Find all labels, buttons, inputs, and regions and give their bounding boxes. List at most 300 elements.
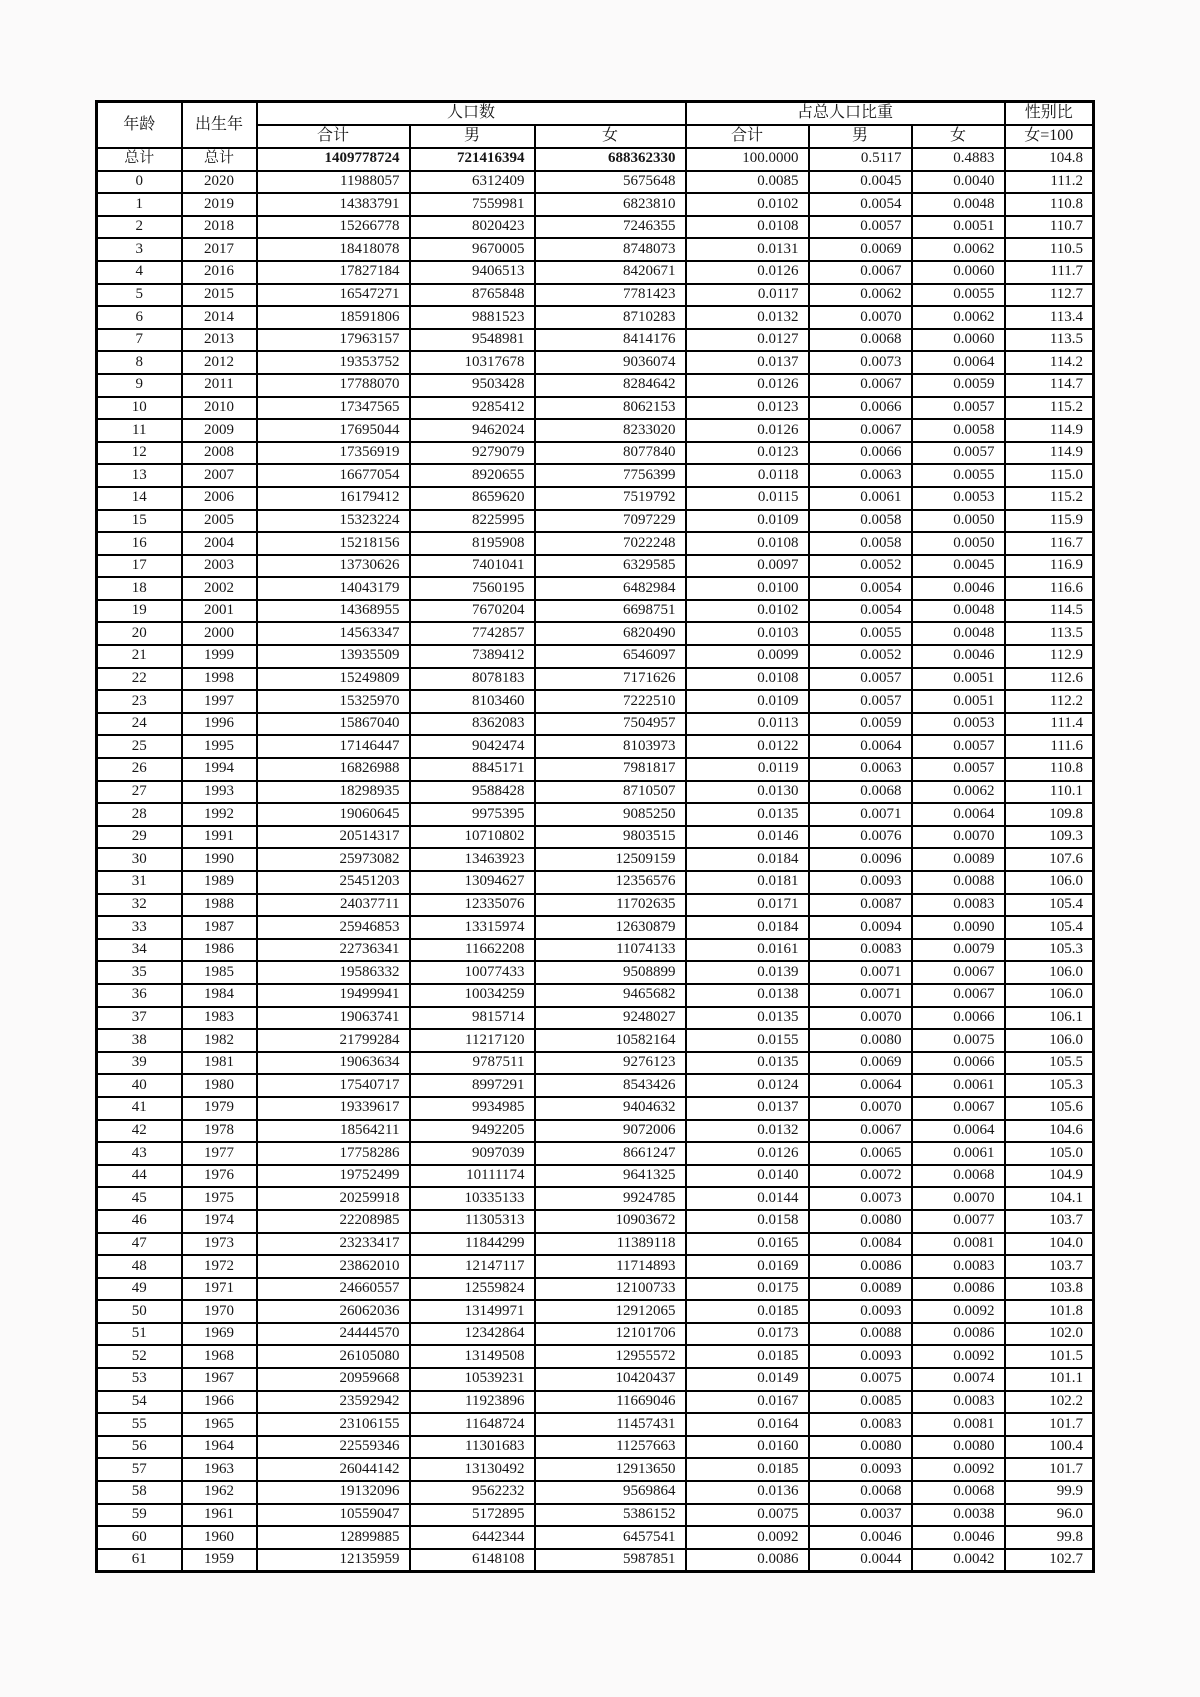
sex-ratio-cell: 111.4 xyxy=(1005,713,1094,736)
birth-year-cell: 1978 xyxy=(182,1120,257,1143)
share-female-cell: 0.0059 xyxy=(912,374,1005,397)
birth-year-cell: 2000 xyxy=(182,622,257,645)
share-male-cell: 0.0093 xyxy=(809,1458,912,1481)
birth-year-cell: 1998 xyxy=(182,668,257,691)
population-female-cell: 12356576 xyxy=(535,871,686,894)
table-row xyxy=(97,193,1094,216)
share-female-cell: 0.0060 xyxy=(912,329,1005,352)
sex-ratio-cell: 105.6 xyxy=(1005,1097,1094,1120)
population-female-cell: 8710507 xyxy=(535,781,686,804)
population-total-cell: 17827184 xyxy=(257,261,410,284)
birth-year-cell: 2007 xyxy=(182,464,257,487)
population-male-cell: 8920655 xyxy=(410,464,535,487)
table-row xyxy=(97,1481,1094,1504)
share-female-cell: 0.0055 xyxy=(912,284,1005,307)
sex-ratio-cell: 114.2 xyxy=(1005,351,1094,374)
share-total-cell: 0.0135 xyxy=(686,1007,809,1030)
population-total-cell: 25973082 xyxy=(257,848,410,871)
table-row xyxy=(97,261,1094,284)
share-male-cell: 0.0068 xyxy=(809,781,912,804)
birth-year-cell: 总计 xyxy=(182,148,257,171)
share-female-cell: 0.0053 xyxy=(912,487,1005,510)
population-total-cell: 19339617 xyxy=(257,1097,410,1120)
birth-year-cell: 1997 xyxy=(182,690,257,713)
sex-ratio-cell: 110.7 xyxy=(1005,216,1094,239)
share-total-cell: 0.0165 xyxy=(686,1233,809,1256)
age-cell: 22 xyxy=(97,668,182,691)
population-total-cell: 10559047 xyxy=(257,1504,410,1527)
population-female-cell: 8233020 xyxy=(535,419,686,442)
population-female-cell: 9508899 xyxy=(535,961,686,984)
share-male-cell: 0.0088 xyxy=(809,1323,912,1346)
population-total-cell: 16179412 xyxy=(257,487,410,510)
sex-ratio-cell: 114.9 xyxy=(1005,442,1094,465)
share-male-cell: 0.0093 xyxy=(809,871,912,894)
age-cell: 44 xyxy=(97,1165,182,1188)
birth-year-cell: 1986 xyxy=(182,939,257,962)
sex-ratio-cell: 105.3 xyxy=(1005,1074,1094,1097)
population-male-cell: 9562232 xyxy=(410,1481,535,1504)
table-row xyxy=(97,1187,1094,1210)
share-total-cell: 0.0126 xyxy=(686,419,809,442)
population-male-cell: 10317678 xyxy=(410,351,535,374)
share-total-cell: 0.0138 xyxy=(686,984,809,1007)
share-male-cell: 0.0089 xyxy=(809,1278,912,1301)
population-total-cell: 12899885 xyxy=(257,1526,410,1549)
population-female-cell: 11389118 xyxy=(535,1233,686,1256)
share-male-cell: 0.0093 xyxy=(809,1300,912,1323)
table-row xyxy=(97,848,1094,871)
sex-ratio-cell: 111.6 xyxy=(1005,735,1094,758)
age-cell: 11 xyxy=(97,419,182,442)
sex-ratio-cell: 102.2 xyxy=(1005,1391,1094,1414)
sex-ratio-cell: 115.9 xyxy=(1005,510,1094,533)
table-row xyxy=(97,1278,1094,1301)
age-cell: 17 xyxy=(97,555,182,578)
population-total-cell: 26105080 xyxy=(257,1345,410,1368)
sex-ratio-cell: 114.9 xyxy=(1005,419,1094,442)
sex-ratio-cell: 112.9 xyxy=(1005,645,1094,668)
table-row xyxy=(97,1368,1094,1391)
population-total-cell: 13935509 xyxy=(257,645,410,668)
share-total-cell: 0.0171 xyxy=(686,894,809,917)
share-female-cell: 0.0053 xyxy=(912,713,1005,736)
population-female-cell: 8661247 xyxy=(535,1142,686,1165)
population-male-cell: 11648724 xyxy=(410,1413,535,1436)
population-male-cell: 8078183 xyxy=(410,668,535,691)
col-header-age: 年龄 xyxy=(97,102,182,149)
birth-year-cell: 2001 xyxy=(182,600,257,623)
table-row xyxy=(97,532,1094,555)
age-cell: 48 xyxy=(97,1255,182,1278)
sex-ratio-cell: 110.1 xyxy=(1005,781,1094,804)
birth-year-cell: 1990 xyxy=(182,848,257,871)
share-total-cell: 0.0132 xyxy=(686,306,809,329)
birth-year-cell: 1984 xyxy=(182,984,257,1007)
birth-year-cell: 1964 xyxy=(182,1436,257,1459)
population-total-cell: 19586332 xyxy=(257,961,410,984)
share-total-cell: 0.0085 xyxy=(686,171,809,194)
age-cell: 55 xyxy=(97,1413,182,1436)
table-row xyxy=(97,555,1094,578)
birth-year-cell: 2012 xyxy=(182,351,257,374)
sex-ratio-cell: 101.7 xyxy=(1005,1458,1094,1481)
sex-ratio-cell: 104.8 xyxy=(1005,148,1094,171)
share-total-cell: 0.0135 xyxy=(686,1052,809,1075)
population-female-cell: 8710283 xyxy=(535,306,686,329)
share-male-cell: 0.0057 xyxy=(809,216,912,239)
birth-year-cell: 1999 xyxy=(182,645,257,668)
share-male-cell: 0.0058 xyxy=(809,532,912,555)
table-row xyxy=(97,1142,1094,1165)
col-header-share-total: 合计 xyxy=(686,125,809,148)
birth-year-cell: 1965 xyxy=(182,1413,257,1436)
age-cell: 12 xyxy=(97,442,182,465)
population-female-cell: 10420437 xyxy=(535,1368,686,1391)
birth-year-cell: 2010 xyxy=(182,397,257,420)
population-total-cell: 17758286 xyxy=(257,1142,410,1165)
share-female-cell: 0.0061 xyxy=(912,1074,1005,1097)
share-male-cell: 0.0068 xyxy=(809,329,912,352)
population-female-cell: 7222510 xyxy=(535,690,686,713)
share-total-cell: 0.0173 xyxy=(686,1323,809,1346)
table-row xyxy=(97,442,1094,465)
birth-year-cell: 1994 xyxy=(182,758,257,781)
birth-year-cell: 2005 xyxy=(182,510,257,533)
population-male-cell: 10034259 xyxy=(410,984,535,1007)
sex-ratio-cell: 113.5 xyxy=(1005,329,1094,352)
share-female-cell: 0.0080 xyxy=(912,1436,1005,1459)
population-female-cell: 7097229 xyxy=(535,510,686,533)
population-male-cell: 12342864 xyxy=(410,1323,535,1346)
col-header-population-male: 男 xyxy=(410,125,535,148)
age-cell: 42 xyxy=(97,1120,182,1143)
birth-year-cell: 1989 xyxy=(182,871,257,894)
population-male-cell: 10335133 xyxy=(410,1187,535,1210)
population-total-cell: 23862010 xyxy=(257,1255,410,1278)
birth-year-cell: 1961 xyxy=(182,1504,257,1527)
population-female-cell: 8420671 xyxy=(535,261,686,284)
share-female-cell: 0.0057 xyxy=(912,735,1005,758)
age-cell: 27 xyxy=(97,781,182,804)
age-cell: 30 xyxy=(97,848,182,871)
birth-year-cell: 1967 xyxy=(182,1368,257,1391)
population-female-cell: 9085250 xyxy=(535,803,686,826)
sex-ratio-cell: 106.1 xyxy=(1005,1007,1094,1030)
share-male-cell: 0.0070 xyxy=(809,1007,912,1030)
population-male-cell: 11923896 xyxy=(410,1391,535,1414)
share-total-cell: 0.0122 xyxy=(686,735,809,758)
population-female-cell: 11669046 xyxy=(535,1391,686,1414)
age-cell: 50 xyxy=(97,1300,182,1323)
share-male-cell: 0.0065 xyxy=(809,1142,912,1165)
population-total-cell: 16547271 xyxy=(257,284,410,307)
share-total-cell: 0.0118 xyxy=(686,464,809,487)
population-female-cell: 7981817 xyxy=(535,758,686,781)
birth-year-cell: 2006 xyxy=(182,487,257,510)
population-female-cell: 9465682 xyxy=(535,984,686,1007)
share-female-cell: 0.0048 xyxy=(912,193,1005,216)
population-female-cell: 5987851 xyxy=(535,1549,686,1572)
table-header xyxy=(97,102,1094,149)
age-cell: 52 xyxy=(97,1345,182,1368)
col-header-population-female: 女 xyxy=(535,125,686,148)
share-female-cell: 0.0048 xyxy=(912,622,1005,645)
table-row xyxy=(97,645,1094,668)
share-male-cell: 0.0052 xyxy=(809,645,912,668)
population-total-cell: 15867040 xyxy=(257,713,410,736)
share-total-cell: 0.0086 xyxy=(686,1549,809,1572)
share-male-cell: 0.0093 xyxy=(809,1345,912,1368)
share-total-cell: 0.0126 xyxy=(686,261,809,284)
population-male-cell: 8997291 xyxy=(410,1074,535,1097)
population-total-cell: 20259918 xyxy=(257,1187,410,1210)
population-male-cell: 12559824 xyxy=(410,1278,535,1301)
birth-year-cell: 2016 xyxy=(182,261,257,284)
header-row-groups xyxy=(97,102,1094,126)
share-female-cell: 0.0083 xyxy=(912,894,1005,917)
sex-ratio-cell: 109.8 xyxy=(1005,803,1094,826)
age-cell: 38 xyxy=(97,1029,182,1052)
birth-year-cell: 1976 xyxy=(182,1165,257,1188)
population-male-cell: 11305313 xyxy=(410,1210,535,1233)
share-female-cell: 0.0062 xyxy=(912,238,1005,261)
table-row xyxy=(97,510,1094,533)
table-row xyxy=(97,351,1094,374)
population-total-cell: 17963157 xyxy=(257,329,410,352)
share-male-cell: 0.0070 xyxy=(809,1097,912,1120)
population-male-cell: 13094627 xyxy=(410,871,535,894)
sex-ratio-cell: 101.8 xyxy=(1005,1300,1094,1323)
birth-year-cell: 1962 xyxy=(182,1481,257,1504)
table-row xyxy=(97,735,1094,758)
population-total-cell: 19060645 xyxy=(257,803,410,826)
birth-year-cell: 1968 xyxy=(182,1345,257,1368)
population-total-cell: 19063634 xyxy=(257,1052,410,1075)
population-female-cell: 7022248 xyxy=(535,532,686,555)
birth-year-cell: 2009 xyxy=(182,419,257,442)
share-female-cell: 0.0070 xyxy=(912,1187,1005,1210)
age-cell: 5 xyxy=(97,284,182,307)
sex-ratio-cell: 115.2 xyxy=(1005,487,1094,510)
table-row xyxy=(97,306,1094,329)
age-cell: 40 xyxy=(97,1074,182,1097)
population-male-cell: 8765848 xyxy=(410,284,535,307)
table-row xyxy=(97,1458,1094,1481)
table-row xyxy=(97,1120,1094,1143)
population-male-cell: 9503428 xyxy=(410,374,535,397)
share-male-cell: 0.0096 xyxy=(809,848,912,871)
population-male-cell: 6312409 xyxy=(410,171,535,194)
birth-year-cell: 1970 xyxy=(182,1300,257,1323)
share-male-cell: 0.0067 xyxy=(809,419,912,442)
table-row xyxy=(97,939,1094,962)
population-total-cell: 13730626 xyxy=(257,555,410,578)
population-female-cell: 9248027 xyxy=(535,1007,686,1030)
table-row xyxy=(97,284,1094,307)
sex-ratio-cell: 115.2 xyxy=(1005,397,1094,420)
share-male-cell: 0.0072 xyxy=(809,1165,912,1188)
share-total-cell: 0.0181 xyxy=(686,871,809,894)
age-cell: 31 xyxy=(97,871,182,894)
birth-year-cell: 1995 xyxy=(182,735,257,758)
table-row xyxy=(97,1391,1094,1414)
population-male-cell: 13149971 xyxy=(410,1300,535,1323)
share-total-cell: 0.0103 xyxy=(686,622,809,645)
table-row xyxy=(97,600,1094,623)
table-row xyxy=(97,238,1094,261)
sex-ratio-cell: 111.7 xyxy=(1005,261,1094,284)
table-row xyxy=(97,171,1094,194)
population-male-cell: 10710802 xyxy=(410,826,535,849)
population-female-cell: 11074133 xyxy=(535,939,686,962)
sex-ratio-cell: 110.8 xyxy=(1005,193,1094,216)
population-female-cell: 6546097 xyxy=(535,645,686,668)
share-total-cell: 0.0146 xyxy=(686,826,809,849)
population-female-cell: 12100733 xyxy=(535,1278,686,1301)
sex-ratio-cell: 105.3 xyxy=(1005,939,1094,962)
population-male-cell: 7670204 xyxy=(410,600,535,623)
population-female-cell: 9036074 xyxy=(535,351,686,374)
sex-ratio-cell: 111.2 xyxy=(1005,171,1094,194)
share-female-cell: 0.0038 xyxy=(912,1504,1005,1527)
table-row xyxy=(97,1300,1094,1323)
birth-year-cell: 1987 xyxy=(182,916,257,939)
age-cell: 10 xyxy=(97,397,182,420)
age-cell: 29 xyxy=(97,826,182,849)
share-female-cell: 0.0081 xyxy=(912,1233,1005,1256)
table-row xyxy=(97,871,1094,894)
population-female-cell: 7781423 xyxy=(535,284,686,307)
table-row xyxy=(97,984,1094,1007)
table-row xyxy=(97,668,1094,691)
population-female-cell: 8062153 xyxy=(535,397,686,420)
sex-ratio-cell: 110.5 xyxy=(1005,238,1094,261)
table-row xyxy=(97,1007,1094,1030)
sex-ratio-cell: 104.0 xyxy=(1005,1233,1094,1256)
age-cell: 20 xyxy=(97,622,182,645)
col-header-share-male: 男 xyxy=(809,125,912,148)
share-male-cell: 0.0075 xyxy=(809,1368,912,1391)
table-row xyxy=(97,1097,1094,1120)
population-male-cell: 9462024 xyxy=(410,419,535,442)
share-female-cell: 0.0057 xyxy=(912,442,1005,465)
share-female-cell: 0.0086 xyxy=(912,1278,1005,1301)
population-total-cell: 18418078 xyxy=(257,238,410,261)
total-row xyxy=(97,148,1094,171)
table-row xyxy=(97,397,1094,420)
share-total-cell: 0.0127 xyxy=(686,329,809,352)
share-female-cell: 0.0062 xyxy=(912,781,1005,804)
birth-year-cell: 2019 xyxy=(182,193,257,216)
share-female-cell: 0.0090 xyxy=(912,916,1005,939)
share-female-cell: 0.0067 xyxy=(912,1097,1005,1120)
age-cell: 1 xyxy=(97,193,182,216)
population-male-cell: 721416394 xyxy=(410,148,535,171)
population-total-cell: 19752499 xyxy=(257,1165,410,1188)
population-male-cell: 9279079 xyxy=(410,442,535,465)
population-male-cell: 10077433 xyxy=(410,961,535,984)
population-male-cell: 9406513 xyxy=(410,261,535,284)
age-cell: 32 xyxy=(97,894,182,917)
population-male-cell: 13149508 xyxy=(410,1345,535,1368)
share-female-cell: 0.0051 xyxy=(912,668,1005,691)
population-total-cell: 11988057 xyxy=(257,171,410,194)
share-male-cell: 0.0069 xyxy=(809,238,912,261)
population-total-cell: 14383791 xyxy=(257,193,410,216)
sex-ratio-cell: 106.0 xyxy=(1005,984,1094,1007)
sex-ratio-cell: 114.7 xyxy=(1005,374,1094,397)
share-female-cell: 0.0057 xyxy=(912,758,1005,781)
share-female-cell: 0.0046 xyxy=(912,577,1005,600)
table-row xyxy=(97,464,1094,487)
share-total-cell: 0.0169 xyxy=(686,1255,809,1278)
age-cell: 33 xyxy=(97,916,182,939)
col-group-share: 占总人口比重 xyxy=(686,102,1005,126)
share-female-cell: 0.0089 xyxy=(912,848,1005,871)
table-row xyxy=(97,329,1094,352)
age-cell: 14 xyxy=(97,487,182,510)
table-row xyxy=(97,826,1094,849)
share-female-cell: 0.0061 xyxy=(912,1142,1005,1165)
share-female-cell: 0.0092 xyxy=(912,1300,1005,1323)
share-male-cell: 0.0062 xyxy=(809,284,912,307)
share-total-cell: 0.0136 xyxy=(686,1481,809,1504)
age-cell: 0 xyxy=(97,171,182,194)
population-male-cell: 7559981 xyxy=(410,193,535,216)
population-male-cell: 12335076 xyxy=(410,894,535,917)
age-cell: 56 xyxy=(97,1436,182,1459)
age-cell: 24 xyxy=(97,713,182,736)
population-total-cell: 18564211 xyxy=(257,1120,410,1143)
share-total-cell: 0.0097 xyxy=(686,555,809,578)
sex-ratio-cell: 105.5 xyxy=(1005,1052,1094,1075)
population-female-cell: 6457541 xyxy=(535,1526,686,1549)
col-group-sex-ratio: 性别比 xyxy=(1005,102,1094,126)
population-female-cell: 7171626 xyxy=(535,668,686,691)
age-cell: 53 xyxy=(97,1368,182,1391)
share-male-cell: 0.0076 xyxy=(809,826,912,849)
sex-ratio-cell: 105.4 xyxy=(1005,916,1094,939)
share-total-cell: 0.0167 xyxy=(686,1391,809,1414)
population-total-cell: 16677054 xyxy=(257,464,410,487)
sex-ratio-cell: 102.0 xyxy=(1005,1323,1094,1346)
age-cell: 28 xyxy=(97,803,182,826)
population-female-cell: 6823810 xyxy=(535,193,686,216)
age-cell: 60 xyxy=(97,1526,182,1549)
population-male-cell: 9097039 xyxy=(410,1142,535,1165)
sex-ratio-cell: 103.7 xyxy=(1005,1210,1094,1233)
table-row xyxy=(97,803,1094,826)
sex-ratio-cell: 101.5 xyxy=(1005,1345,1094,1368)
table-row xyxy=(97,961,1094,984)
population-male-cell: 10111174 xyxy=(410,1165,535,1188)
population-total-cell: 23106155 xyxy=(257,1413,410,1436)
population-male-cell: 7401041 xyxy=(410,555,535,578)
population-total-cell: 23592942 xyxy=(257,1391,410,1414)
share-total-cell: 0.0130 xyxy=(686,781,809,804)
age-cell: 58 xyxy=(97,1481,182,1504)
age-cell: 51 xyxy=(97,1323,182,1346)
age-cell: 43 xyxy=(97,1142,182,1165)
share-total-cell: 0.0115 xyxy=(686,487,809,510)
share-male-cell: 0.0067 xyxy=(809,374,912,397)
population-total-cell: 23233417 xyxy=(257,1233,410,1256)
population-male-cell: 9588428 xyxy=(410,781,535,804)
table-row xyxy=(97,758,1094,781)
population-male-cell: 8362083 xyxy=(410,713,535,736)
share-male-cell: 0.0037 xyxy=(809,1504,912,1527)
